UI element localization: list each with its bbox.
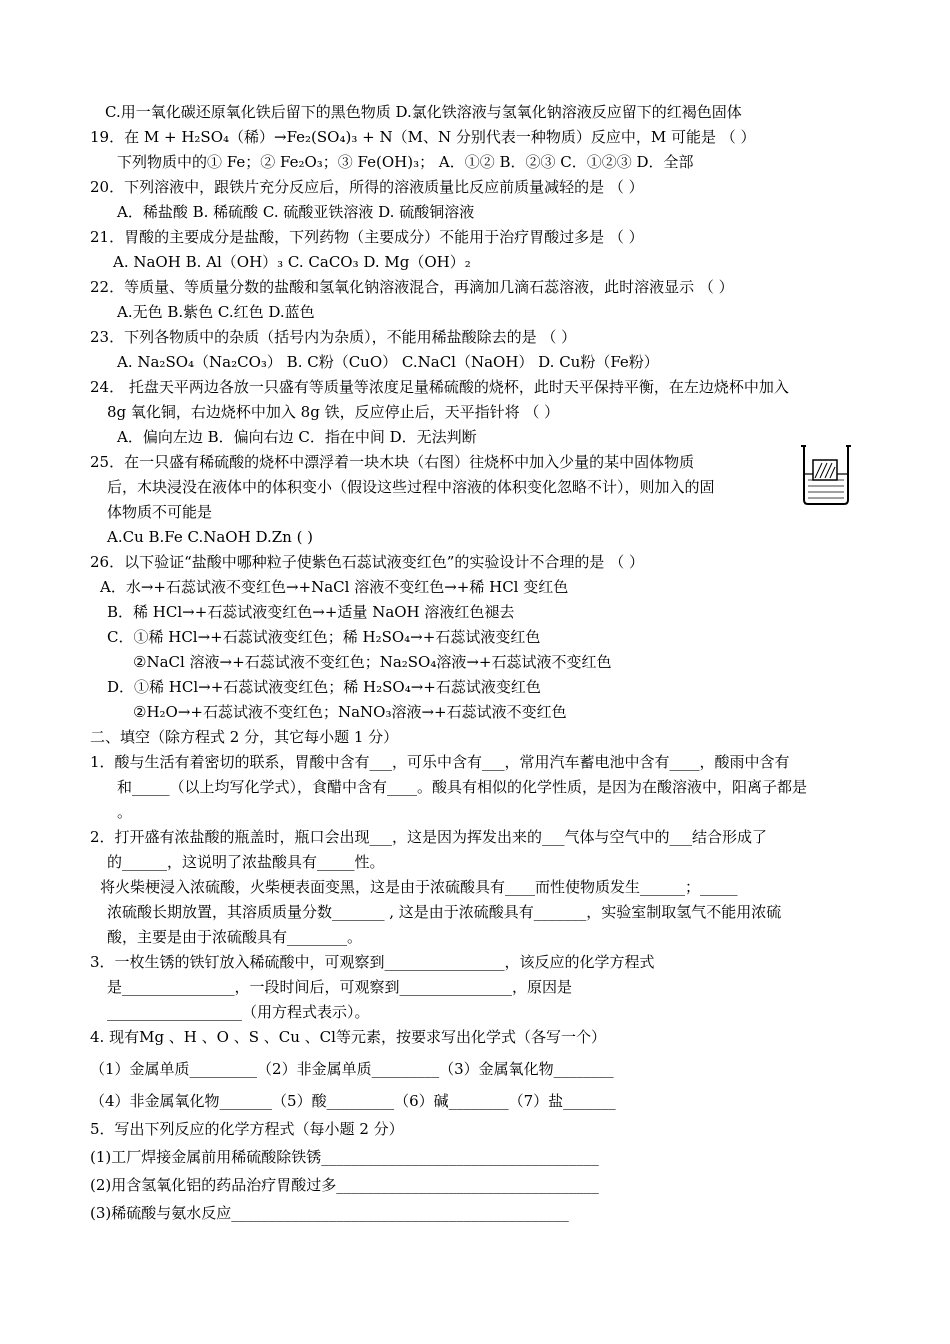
question-26-option-d2: ②H₂O→+石蕊试液不变红色；NaNO₃溶液→+石蕊试液不变红色 bbox=[133, 703, 567, 721]
section-two-heading: 二、填空（除方程式 2 分，其它每小题 1 分） bbox=[90, 728, 399, 746]
question-21-stem: 21．胃酸的主要成分是盐酸，下列药物（主要成分）不能用于治疗胃酸过多是 （ ） bbox=[90, 228, 644, 246]
fill-5-item1: (1)工厂焊接金属前用稀硫酸除铁锈_____________________________________ bbox=[90, 1148, 599, 1166]
question-24-stem: 24． 托盘天平两边各放一只盛有等质量等浓度足量稀硫酸的烧杯，此时天平保持平衡，在左边烧杯中加入 bbox=[90, 378, 789, 396]
question-25-stem: 25．在一只盛有稀硫酸的烧杯中漂浮着一块木块（右图）往烧杯中加入少量的某中固体物质 bbox=[90, 453, 695, 471]
question-23-stem: 23．下列各物质中的杂质（括号内为杂质），不能用稀盐酸除去的是 （ ） bbox=[90, 328, 577, 346]
question-26-option-b: B．稀 HCl→+石蕊试液变红色→+适量 NaOH 溶液红色褪去 bbox=[107, 603, 515, 621]
fill-2-line4: 浓硫酸长期放置，其溶质质量分数_______ , 这是由于浓硫酸具有_______，实验室制取氢气不能用浓硫 bbox=[107, 903, 782, 921]
fill-5-item3: (3)稀硫酸与氨水反应_____________________________________________ bbox=[90, 1204, 569, 1222]
question-25-stem-cont: 后，木块浸没在液体中的体积变小（假设这些过程中溶液的体积变化忽略不计），则加入的固 bbox=[107, 478, 715, 496]
fill-2-line2: 的______，这说明了浓盐酸具有_____性。 bbox=[107, 853, 385, 871]
question-24-stem-cont: 8g 氧化铜，右边烧杯中加入 8g 铁，反应停止后，天平指针将 （ ） bbox=[107, 403, 560, 421]
question-26-option-d1: D．①稀 HCl→+石蕊试液变红色；稀 H₂SO₄→+石蕊试液变红色 bbox=[107, 678, 541, 696]
beaker-with-block-icon bbox=[800, 444, 852, 506]
fill-4-row1: （1）金属单质_________（2）非金属单质_________（3）金属氧化物________ bbox=[90, 1060, 614, 1078]
fill-4-row2: （4）非金属氧化物_______（5）酸_________（6）碱________（7）盐_______ bbox=[90, 1092, 616, 1110]
question-21-options: A. NaOH B. Al（OH）₃ C. CaCO₃ D. Mg（OH）₂ bbox=[113, 253, 471, 271]
question-22-options: A.无色 B.紫色 C.红色 D.蓝色 bbox=[117, 303, 315, 321]
fill-3-line3: __________________（用方程式表示）。 bbox=[107, 1003, 370, 1021]
fill-2-line5: 酸，主要是由于浓硫酸具有________。 bbox=[107, 928, 363, 946]
question-26-option-c1: C．①稀 HCl→+石蕊试液变红色；稀 H₂SO₄→+石蕊试液变红色 bbox=[107, 628, 541, 646]
question-26-option-a: A．水→+石蕊试液不变红色→+NaCl 溶液不变红色→+稀 HCl 变红色 bbox=[100, 578, 569, 596]
fill-2-line1: 2．打开盛有浓盐酸的瓶盖时，瓶口会出现___，这是因为挥发出来的___气体与空气中的___结合形成了 bbox=[90, 828, 768, 846]
question-19-stem: 19．在 M + H₂SO₄（稀）→Fe₂(SO₄)₃ + N（M、N 分别代表一种物质）反应中，M 可能是 （ ） bbox=[90, 128, 756, 146]
question-24-options: A．偏向左边 B．偏向右边 C．指在中间 D．无法判断 bbox=[117, 428, 477, 446]
question-26-option-c2: ②NaCl 溶液→+石蕊试液不变红色；Na₂SO₄溶液→+石蕊试液不变红色 bbox=[133, 653, 612, 671]
question-20-options: A．稀盐酸 B. 稀硫酸 C. 硫酸亚铁溶液 D. 硫酸铜溶液 bbox=[117, 203, 475, 221]
fill-2-line3: 将火柴梗浸入浓硫酸，火柴梗表面变黑，这是由于浓硫酸具有____而性使物质发生______；_____ bbox=[100, 878, 738, 896]
fill-3-line2: 是_______________，一段时间后，可观察到_______________，原因是 bbox=[107, 978, 573, 996]
fill-5-stem: 5．写出下列反应的化学方程式（每小题 2 分） bbox=[90, 1120, 404, 1138]
fill-1-line2: 和_____（以上均写化学式），食醋中含有____。酸具有相似的化学性质，是因为在酸溶液中，阳离子都是 bbox=[117, 778, 808, 796]
question-23-options: A. Na₂SO₄（Na₂CO₃） B. C粉（CuO） C.NaCl（NaOH） D. Cu粉（Fe粉） bbox=[117, 353, 659, 371]
fill-3-line1: 3．一枚生锈的铁钉放入稀硫酸中，可观察到________________，该反应的化学方程式 bbox=[90, 953, 655, 971]
fill-4-stem: 4. 现有Mg 、H 、O 、S 、Cu 、Cl等元素，按要求写出化学式（各写一个） bbox=[90, 1028, 606, 1046]
question-25-options: A.Cu B.Fe C.NaOH D.Zn ( ) bbox=[107, 528, 314, 546]
question-18-options-c-d: C.用一氧化碳还原氧化铁后留下的黑色物质 D.氯化铁溶液与氢氧化钠溶液反应留下的红褐色固体 bbox=[105, 103, 742, 121]
question-26-stem: 26．以下验证“盐酸中哪种粒子使紫色石蕊试液变红色”的实验设计不合理的是 （ ） bbox=[90, 553, 644, 571]
fill-1-line1: 1．酸与生活有着密切的联系，胃酸中含有___，可乐中含有___，常用汽车蓄电池中含有____，酸雨中含有 bbox=[90, 753, 790, 771]
question-20-stem: 20．下列溶液中，跟铁片充分反应后，所得的溶液质量比反应前质量减轻的是 （ ） bbox=[90, 178, 644, 196]
question-22-stem: 22．等质量、等质量分数的盐酸和氢氧化钠溶液混合，再滴加几滴石蕊溶液，此时溶液显示 （ ） bbox=[90, 278, 734, 296]
fill-1-line3: 。 bbox=[117, 803, 133, 821]
question-19-options: 下列物质中的① Fe；② Fe₂O₃；③ Fe(OH)₃； A．①② B．②③ C．①②③ D．全部 bbox=[117, 153, 694, 171]
question-25-stem-cont2: 体物质不可能是 bbox=[107, 503, 213, 521]
fill-5-item2: (2)用含氢氧化铝的药品治疗胃酸过多___________________________________ bbox=[90, 1176, 599, 1194]
